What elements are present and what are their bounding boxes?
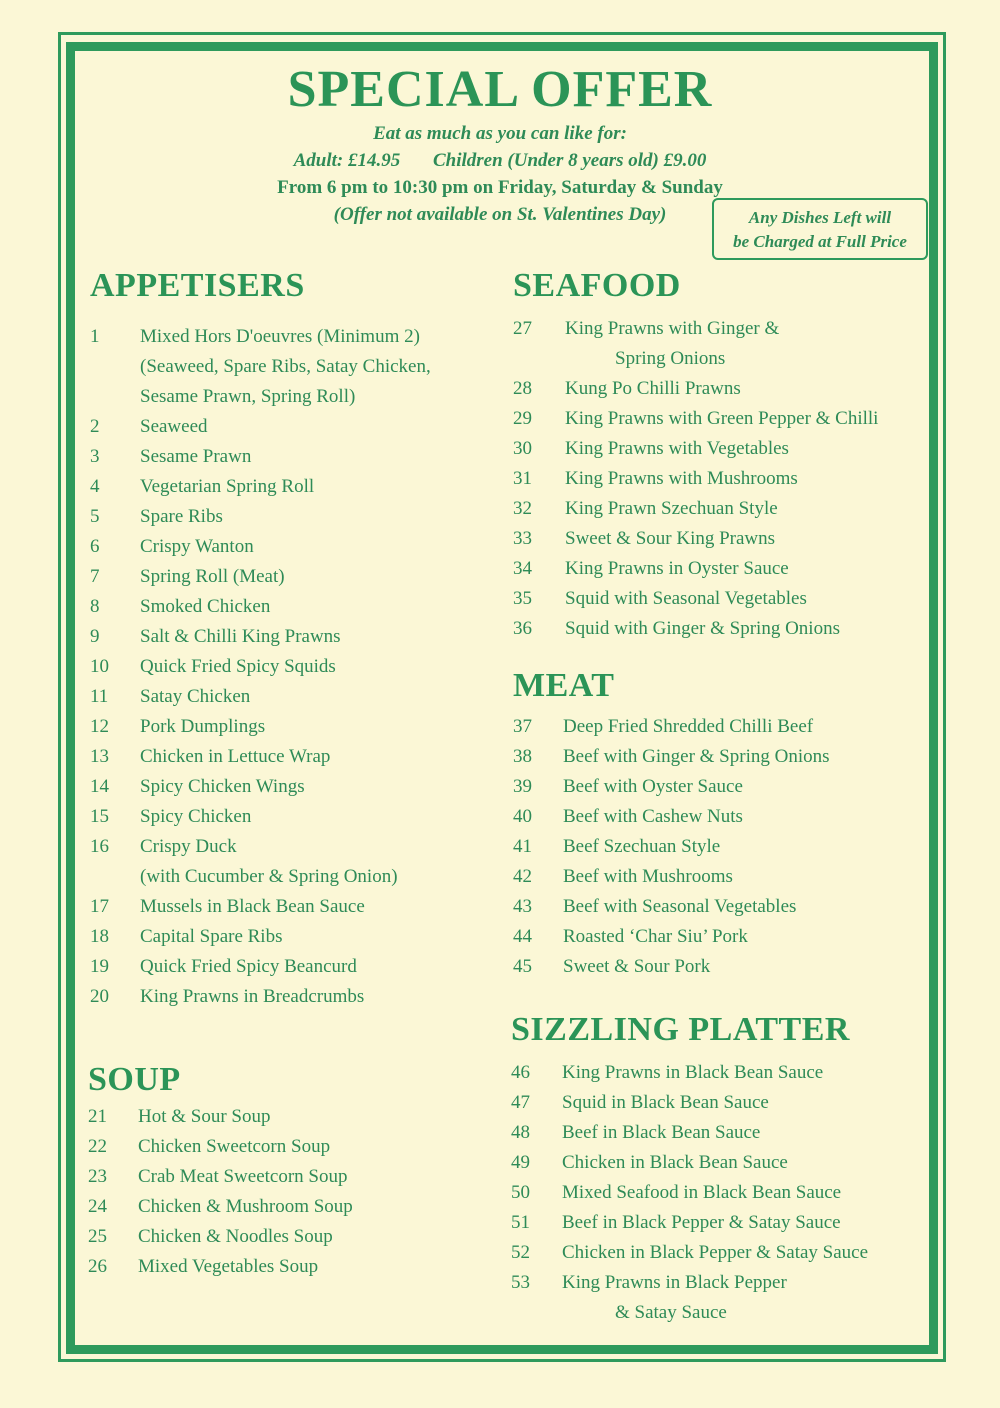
item-name: Kung Po Chilli Prawns xyxy=(565,378,741,399)
item-number: 14 xyxy=(90,776,109,797)
item-number: 50 xyxy=(511,1182,530,1203)
item-name: Satay Chicken xyxy=(140,686,251,707)
list-item xyxy=(90,892,490,922)
list-item xyxy=(513,464,933,494)
list-item xyxy=(90,742,490,772)
list-item xyxy=(90,562,490,592)
item-name: Crispy Duck xyxy=(140,836,237,857)
item-name: King Prawns in Black Bean Sauce xyxy=(562,1062,824,1083)
item-detail: (with Cucumber & Spring Onion) xyxy=(140,866,398,887)
item-number: 17 xyxy=(90,896,109,917)
item-name: King Prawn Szechuan Style xyxy=(565,498,778,519)
notice-line-1: Any Dishes Left will xyxy=(748,208,892,227)
item-number: 22 xyxy=(88,1136,107,1157)
appetisers-list xyxy=(90,322,490,1012)
item-number: 27 xyxy=(513,318,532,339)
list-item xyxy=(513,434,933,464)
list-item xyxy=(90,712,490,742)
item-number: 49 xyxy=(511,1152,530,1173)
item-name: King Prawns in Black Pepper xyxy=(562,1272,787,1293)
item-name: Seaweed xyxy=(140,416,208,437)
item-name: King Prawns with Mushrooms xyxy=(565,468,798,489)
item-name: King Prawns with Vegetables xyxy=(565,438,789,459)
item-name: Beef Szechuan Style xyxy=(563,836,721,857)
seafood-list xyxy=(513,314,933,644)
item-name: Squid in Black Bean Sauce xyxy=(562,1092,769,1113)
list-item xyxy=(90,952,490,982)
item-name: Sweet & Sour King Prawns xyxy=(565,528,776,549)
list-item xyxy=(513,584,933,614)
meat-list xyxy=(513,712,933,982)
list-item xyxy=(511,1208,941,1238)
item-number: 9 xyxy=(90,626,100,647)
list-item xyxy=(88,1252,488,1282)
list-item xyxy=(513,554,933,584)
item-name: Crab Meat Sweetcorn Soup xyxy=(138,1166,348,1187)
item-number: 36 xyxy=(513,618,532,639)
item-name: Hot & Sour Soup xyxy=(138,1106,271,1127)
item-name: Sweet & Sour Pork xyxy=(563,956,711,977)
soup-section xyxy=(88,1060,488,1282)
item-number: 19 xyxy=(90,956,109,977)
item-number: 37 xyxy=(513,716,532,737)
item-name: Roasted ‘Char Siu’ Pork xyxy=(563,926,748,947)
item-number: 13 xyxy=(90,746,109,767)
list-item xyxy=(511,1058,941,1088)
item-number: 12 xyxy=(90,716,109,737)
appetisers-section xyxy=(90,266,490,1012)
item-name: Mixed Vegetables Soup xyxy=(138,1256,319,1277)
offer-subtitle: Eat as much as you can like for: xyxy=(373,123,627,144)
item-number: 5 xyxy=(90,506,100,527)
item-number: 7 xyxy=(90,566,100,587)
item-number: 33 xyxy=(513,528,532,549)
item-number: 44 xyxy=(513,926,532,947)
leftover-notice xyxy=(712,198,928,260)
list-item xyxy=(511,1088,941,1118)
item-number: 47 xyxy=(511,1092,530,1113)
seafood-section xyxy=(513,266,933,644)
item-name: Smoked Chicken xyxy=(140,596,271,617)
list-item xyxy=(90,832,490,892)
list-item xyxy=(90,622,490,652)
item-number: 29 xyxy=(513,408,532,429)
item-name: Chicken in Black Bean Sauce xyxy=(562,1152,788,1173)
item-number: 39 xyxy=(513,776,532,797)
item-number: 28 xyxy=(513,378,532,399)
list-item xyxy=(513,832,933,862)
item-name: Chicken & Noodles Soup xyxy=(138,1226,333,1247)
item-name: Squid with Ginger & Spring Onions xyxy=(565,618,840,639)
item-number: 21 xyxy=(88,1106,107,1127)
list-item xyxy=(90,652,490,682)
list-item xyxy=(513,862,933,892)
item-number: 46 xyxy=(511,1062,530,1083)
list-item xyxy=(90,442,490,472)
list-item xyxy=(513,314,933,374)
list-item xyxy=(88,1102,488,1132)
sizzling-platter-list xyxy=(511,1058,941,1328)
notice-line-2: be Charged at Full Price xyxy=(733,232,907,251)
item-name: Spicy Chicken xyxy=(140,806,252,827)
item-number: 4 xyxy=(90,476,100,497)
item-name: Capital Spare Ribs xyxy=(140,926,283,947)
item-number: 43 xyxy=(513,896,532,917)
list-item xyxy=(90,802,490,832)
page-title: SPECIAL OFFER xyxy=(287,61,713,118)
children-price: Children (Under 8 years old) £9.00 xyxy=(432,150,707,171)
list-item xyxy=(88,1162,488,1192)
item-number: 3 xyxy=(90,446,100,467)
item-name: Beef with Ginger & Spring Onions xyxy=(563,746,830,767)
item-name: Quick Fried Spicy Beancurd xyxy=(140,956,357,977)
seafood-heading: SEAFOOD xyxy=(513,267,681,304)
adult-price: Adult: £14.95 xyxy=(293,150,401,171)
item-number: 6 xyxy=(90,536,100,557)
item-name: Chicken & Mushroom Soup xyxy=(138,1196,353,1217)
list-item xyxy=(513,404,933,434)
item-number: 32 xyxy=(513,498,532,519)
list-item xyxy=(88,1192,488,1222)
item-number: 42 xyxy=(513,866,532,887)
item-number: 2 xyxy=(90,416,100,437)
list-item xyxy=(513,802,933,832)
item-number: 53 xyxy=(511,1272,530,1293)
price-row xyxy=(0,147,1000,174)
item-name: Pork Dumplings xyxy=(140,716,266,737)
item-number: 34 xyxy=(513,558,532,579)
list-item xyxy=(513,922,933,952)
item-detail: Spring Onions xyxy=(615,348,726,369)
item-number: 24 xyxy=(88,1196,107,1217)
offer-times: From 6 pm to 10:30 pm on Friday, Saturday & Sunday xyxy=(277,177,723,198)
item-number: 18 xyxy=(90,926,109,947)
item-name: King Prawns with Green Pepper & Chilli xyxy=(565,408,879,429)
item-number: 40 xyxy=(513,806,532,827)
list-item xyxy=(90,412,490,442)
soup-heading: SOUP xyxy=(88,1061,181,1098)
item-name: Beef with Cashew Nuts xyxy=(563,806,743,827)
list-item xyxy=(511,1238,941,1268)
meat-heading: MEAT xyxy=(513,667,615,704)
list-item xyxy=(90,982,490,1012)
item-name: Salt & Chilli King Prawns xyxy=(140,626,341,647)
item-number: 52 xyxy=(511,1242,530,1263)
list-item xyxy=(513,374,933,404)
item-name: Mixed Hors D'oeuvres (Minimum 2) xyxy=(140,326,420,347)
item-detail: Sesame Prawn, Spring Roll) xyxy=(140,386,356,407)
list-item xyxy=(88,1222,488,1252)
item-name: Vegetarian Spring Roll xyxy=(140,476,315,497)
item-number: 25 xyxy=(88,1226,107,1247)
item-name: Beef with Oyster Sauce xyxy=(563,776,743,797)
item-name: Chicken in Black Pepper & Satay Sauce xyxy=(562,1242,869,1263)
offer-exclusion: (Offer not available on St. Valentines Day) xyxy=(333,204,667,225)
sizzling-platter-section xyxy=(511,1010,941,1328)
item-detail: & Satay Sauce xyxy=(615,1302,727,1323)
item-name: Chicken in Lettuce Wrap xyxy=(140,746,331,767)
item-number: 1 xyxy=(90,326,100,347)
item-name: Mussels in Black Bean Sauce xyxy=(140,896,365,917)
item-detail: (Seaweed, Spare Ribs, Satay Chicken, xyxy=(140,356,431,377)
item-name: King Prawns in Oyster Sauce xyxy=(565,558,789,579)
item-number: 51 xyxy=(511,1212,530,1233)
list-item xyxy=(513,712,933,742)
item-name: Beef in Black Bean Sauce xyxy=(562,1122,761,1143)
item-number: 35 xyxy=(513,588,532,609)
item-name: Quick Fried Spicy Squids xyxy=(140,656,336,677)
list-item xyxy=(90,592,490,622)
appetisers-heading: APPETISERS xyxy=(90,267,305,304)
soup-list xyxy=(88,1102,488,1282)
list-item xyxy=(511,1118,941,1148)
list-item xyxy=(90,502,490,532)
list-item xyxy=(513,772,933,802)
item-name: Chicken Sweetcorn Soup xyxy=(138,1136,331,1157)
list-item xyxy=(513,614,933,644)
item-name: Mixed Seafood in Black Bean Sauce xyxy=(562,1182,842,1203)
item-name: Beef with Mushrooms xyxy=(563,866,733,887)
item-number: 41 xyxy=(513,836,532,857)
list-item xyxy=(513,742,933,772)
item-number: 23 xyxy=(88,1166,107,1187)
item-name: Spicy Chicken Wings xyxy=(140,776,305,797)
item-name: King Prawns in Breadcrumbs xyxy=(140,986,365,1007)
item-name: Beef with Seasonal Vegetables xyxy=(563,896,797,917)
list-item xyxy=(513,494,933,524)
item-number: 48 xyxy=(511,1122,530,1143)
item-number: 31 xyxy=(513,468,532,489)
list-item xyxy=(513,524,933,554)
item-name: Squid with Seasonal Vegetables xyxy=(565,588,807,609)
item-number: 8 xyxy=(90,596,100,617)
item-name: Crispy Wanton xyxy=(140,536,254,557)
meat-section xyxy=(513,666,933,982)
list-item xyxy=(511,1268,941,1328)
sizzling-platter-heading: SIZZLING PLATTER xyxy=(511,1011,850,1048)
list-item xyxy=(513,952,933,982)
list-item xyxy=(90,772,490,802)
list-item xyxy=(90,322,490,412)
item-number: 20 xyxy=(90,986,109,1007)
item-name: Spare Ribs xyxy=(140,506,223,527)
item-number: 11 xyxy=(90,686,109,707)
list-item xyxy=(90,922,490,952)
item-name: Spring Roll (Meat) xyxy=(140,566,285,587)
item-name: King Prawns with Ginger & xyxy=(565,318,780,339)
list-item xyxy=(511,1178,941,1208)
item-number: 38 xyxy=(513,746,532,767)
item-number: 10 xyxy=(90,656,109,677)
list-item xyxy=(511,1148,941,1178)
list-item xyxy=(513,892,933,922)
list-item xyxy=(90,532,490,562)
item-number: 26 xyxy=(88,1256,107,1277)
item-number: 30 xyxy=(513,438,532,459)
item-number: 45 xyxy=(513,956,532,977)
item-number: 16 xyxy=(90,836,109,857)
item-name: Beef in Black Pepper & Satay Sauce xyxy=(562,1212,841,1233)
list-item xyxy=(90,472,490,502)
item-number: 15 xyxy=(90,806,109,827)
list-item xyxy=(88,1132,488,1162)
item-name: Sesame Prawn xyxy=(140,446,252,467)
list-item xyxy=(90,682,490,712)
item-name: Deep Fried Shredded Chilli Beef xyxy=(563,716,814,737)
